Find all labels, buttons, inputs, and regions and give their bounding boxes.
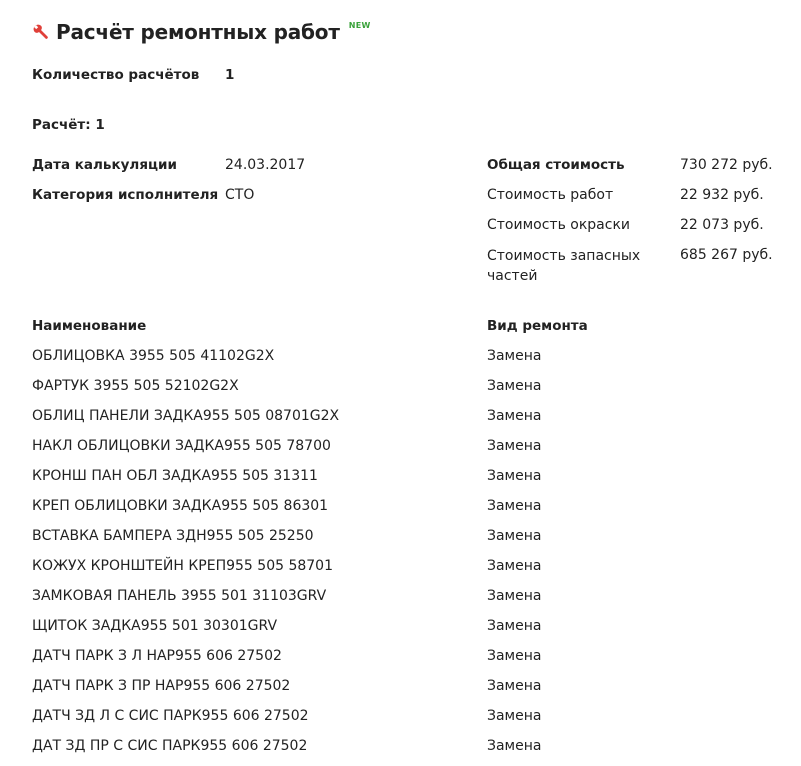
count-label: Количество расчётов xyxy=(32,67,200,83)
calc-heading: Расчёт: 1 xyxy=(32,117,105,133)
table-row xyxy=(32,376,792,406)
table-row xyxy=(32,646,792,676)
work-cost-value: 22 932 руб. xyxy=(680,187,764,203)
repair-type: Замена xyxy=(487,498,542,514)
repair-type: Замена xyxy=(487,678,542,694)
paint-cost-label: Стоимость окраски xyxy=(487,217,631,233)
date-value: 24.03.2017 xyxy=(225,157,306,173)
total-cost-label: Общая стоимость xyxy=(487,157,625,173)
repair-type: Замена xyxy=(487,438,542,454)
part-name: ЗАМКОВАЯ ПАНЕЛЬ 3955 501 31103GRV xyxy=(32,588,327,604)
page-header xyxy=(32,18,371,46)
page-title: Расчёт ремонтных работ xyxy=(56,20,340,44)
table-row xyxy=(32,406,792,436)
table-row xyxy=(32,346,792,376)
paint-cost-value: 22 073 руб. xyxy=(680,217,764,233)
part-name: ДАТЧ ЗД Л С СИС ПАРК955 606 27502 xyxy=(32,708,309,724)
date-label: Дата калькуляции xyxy=(32,157,177,173)
new-badge: NEW xyxy=(348,21,371,30)
col-name-header: Наименование xyxy=(32,318,147,334)
part-name: ДАТЧ ПАРК З Л НАР955 606 27502 xyxy=(32,648,282,664)
table-row xyxy=(32,556,792,586)
part-name: ДАТ ЗД ПР С СИС ПАРК955 606 27502 xyxy=(32,738,308,754)
table-row xyxy=(32,496,792,526)
repair-type: Замена xyxy=(487,588,542,604)
part-name: КРОНШ ПАН ОБЛ ЗАДКА955 505 31311 xyxy=(32,468,318,484)
table-row xyxy=(32,586,792,616)
repair-type: Замена xyxy=(487,378,542,394)
part-name: НАКЛ ОБЛИЦОВКИ ЗАДКА955 505 78700 xyxy=(32,438,331,454)
repair-type: Замена xyxy=(487,558,542,574)
repair-type: Замена xyxy=(487,738,542,754)
table-row xyxy=(32,526,792,556)
table-row xyxy=(32,616,792,646)
repair-type: Замена xyxy=(487,408,542,424)
col-repair-header: Вид ремонта xyxy=(487,318,588,334)
total-cost-value: 730 272 руб. xyxy=(680,157,773,173)
repair-type: Замена xyxy=(487,708,542,724)
table-row xyxy=(32,466,792,496)
table-row xyxy=(32,736,792,766)
category-value: СТО xyxy=(225,187,255,203)
table-header xyxy=(32,316,792,346)
part-name: КОЖУХ КРОНШТЕЙН КРЕП955 505 58701 xyxy=(32,558,333,574)
part-name: ФАРТУК 3955 505 52102G2X xyxy=(32,378,239,394)
parts-cost-label: Стоимость запасных частей xyxy=(487,248,641,284)
wrench-icon xyxy=(32,23,50,41)
part-name: ОБЛИЦ ПАНЕЛИ ЗАДКА955 505 08701G2X xyxy=(32,408,340,424)
repair-type: Замена xyxy=(487,618,542,634)
repair-type: Замена xyxy=(487,468,542,484)
work-cost-label: Стоимость работ xyxy=(487,187,614,203)
table-row xyxy=(32,706,792,736)
part-name: ДАТЧ ПАРК З ПР НАР955 606 27502 xyxy=(32,678,291,694)
part-name: ЩИТОК ЗАДКА955 501 30301GRV xyxy=(32,618,278,634)
part-name: ВСТАВКА БАМПЕРА ЗДН955 505 25250 xyxy=(32,528,314,544)
part-name: ОБЛИЦОВКА 3955 505 41102G2X xyxy=(32,348,275,364)
repair-type: Замена xyxy=(487,348,542,364)
table-body xyxy=(32,346,792,766)
table-row xyxy=(32,436,792,466)
repair-type: Замена xyxy=(487,648,542,664)
category-label: Категория исполнителя xyxy=(32,187,219,203)
parts-table xyxy=(32,316,792,766)
table-row xyxy=(32,676,792,706)
part-name: КРЕП ОБЛИЦОВКИ ЗАДКА955 505 86301 xyxy=(32,498,329,514)
parts-cost-value: 685 267 руб. xyxy=(680,247,773,263)
repair-type: Замена xyxy=(487,528,542,544)
count-value: 1 xyxy=(225,67,235,83)
